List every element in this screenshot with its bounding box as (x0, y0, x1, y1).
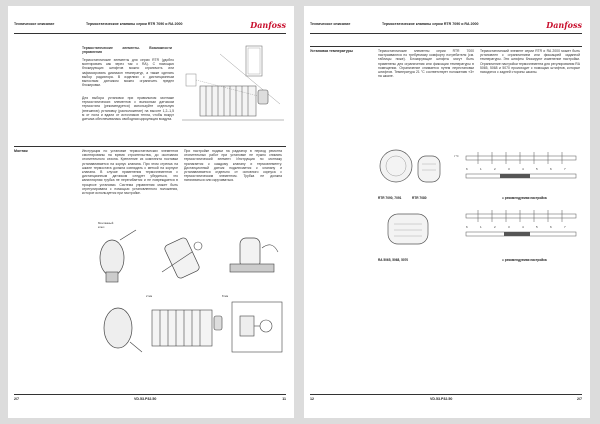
scale-tick-label: 2 (494, 225, 496, 229)
para-2: Для выбора установки при правильном монтаже термостатических элементов с выносным датчиком термостата (рекомендуется) используйте отдельную (внешнюю) установку (расположение) на высоте 1,2–1,5 м от пола и вдали от источников тепла, чтобы вокруг датчика обеспечивалась свободная циркуляция воздуха. (82, 96, 174, 122)
footer-doc-code: VD.53.P32.50 (430, 397, 453, 401)
scale-tick-label: 4 (522, 225, 524, 229)
ra-sensor-head (378, 206, 450, 256)
setting-scale-1 (464, 148, 580, 194)
header-section: Техническое описание (14, 22, 55, 26)
model-rtr-7090: RTR 7090, 7091 (378, 196, 402, 200)
fig-label-key: Монтажный (98, 221, 114, 225)
footer-doc-code: VD.53.P32.50 (134, 397, 157, 401)
setting-col-1: Термостатические элементы серии RTR 7000 настраиваются по требуемому комфорту потребителя (см. таблицы ниже). Блокирующие штифты могут быть применены для ограничения или фиксации температуры в помещении. Ограничение снимается путем перестановки штифтов. Температура 21 °C соответствует положению «3» на шкале. (378, 49, 474, 79)
fig-label-key-2: ключ (98, 225, 105, 229)
left-header (14, 20, 286, 34)
scale-tick-label: 6 (550, 225, 552, 229)
scale-tick-label: 3 (508, 225, 510, 229)
scale-tick-label: 2 (494, 167, 496, 171)
para-1: Термостатические элементы для серии RTR (удобно монтировать как через так с RA). С помощью блокирующих штифтов можно ограничить или зафиксировать диапазон температур, а также сделать выбор радиатора. В изделиях с дистанционным выносным датчиком можно ограничить предел блокировки. (82, 58, 174, 88)
unit-label-1: t °C (454, 154, 459, 158)
model-ra-5065: RA 5065, 5068, 5070 (378, 258, 409, 262)
section-divider (310, 46, 582, 47)
mounting-steps-top (92, 228, 288, 288)
mount-col-1: Инструкция по установке термостатических элементов смонтированы на время строительства, до окончания отопительного сезона. Крепление из комплекта поставки устанавливается на корпус клапана. При этом стрелка на шкале термостата должна совпадать с меткой на корпусе клапана. В случае применения термоэлементов с дистанционным датчиком следует убедиться, что капиллярная трубка не перегибается и не повреждается в процессе установки. Система управления может быть отрегулирована с помощью установленного положения, которое используется при настройке. (82, 149, 178, 196)
scale-tick-label: 7 (564, 225, 566, 229)
mounting-steps-bottom (92, 298, 288, 358)
radiator-room-illustration (180, 44, 288, 134)
model-rtr-7080: RTR 7080 (412, 196, 427, 200)
footer-page-code: 2/7 (577, 397, 582, 401)
footer-page-code: 2/7 (14, 397, 19, 401)
mount-label: Монтаж (14, 149, 28, 153)
fig-label-8mm: 8 мм (222, 294, 229, 298)
header-title: Термостатические клапаны серии RTR 7090 и RA 2000 (86, 22, 183, 26)
caption-recommended-2: = рекомендуемая настройка (502, 258, 547, 262)
fig-label-2mm: 2 мм (146, 294, 153, 298)
danfoss-logo: Danfoss (250, 20, 286, 30)
scale-tick-label: 4 (522, 167, 524, 171)
setting-col-2: Термостатический элемент серии RTR и RA 2000 может быть установлен с ограничением или фиксацией заданной температуры. Эти штифты блокируют изменение настройки. Ограничение настройки термоэлемента для регулирования RA 5065, 5068 и 5070 происходит с помощью штифтов, которые находятся с задней стороны шкалы. (480, 49, 581, 75)
scale-tick-label: 1 (480, 167, 482, 171)
rtr-sensor-heads (378, 144, 450, 194)
scale-tick-label: 3 (508, 167, 510, 171)
header-section: Техническое описание (310, 22, 351, 26)
footer-page-number: 11 (282, 397, 286, 401)
section-divider (14, 146, 286, 147)
scale-tick-label: 6 (550, 167, 552, 171)
setting-scale-2 (464, 206, 580, 252)
right-footer (310, 394, 582, 402)
mount-col-2: При настройке подачи на радиатор в период ремонта отопительных работ при установке не нужно снимать термостатический элемент. Инструкция по монтажу прилагается к каждому клапану и термоэлементу. Дистанционный датчик подключается к клапану и устанавливается отдельно от основного корпуса с термостатическим элементом. Трубка не должна натягиваться или скручиваться. (184, 149, 282, 183)
footer-page-number: 12 (310, 397, 314, 401)
scale-tick-label: 6 (466, 225, 468, 229)
left-footer (14, 394, 286, 402)
left-page (8, 6, 294, 418)
scale-tick-label: 6 (466, 167, 468, 171)
scale-tick-label: 7 (564, 167, 566, 171)
right-page (304, 6, 590, 418)
scale-tick-label: 5 (536, 167, 538, 171)
caption-recommended-1: = рекомендуемая настройка (502, 196, 547, 200)
header-title: Термостатические клапаны серии RTR 7090 и RA 2000 (382, 22, 479, 26)
subheading: Термостатические элементы. Возможности управления (82, 46, 172, 55)
right-header (310, 20, 582, 34)
temperature-setting-label: Установка температуры (310, 49, 353, 53)
scale-tick-label: 5 (536, 225, 538, 229)
scale-tick-label: 1 (480, 225, 482, 229)
danfoss-logo: Danfoss (546, 20, 582, 30)
